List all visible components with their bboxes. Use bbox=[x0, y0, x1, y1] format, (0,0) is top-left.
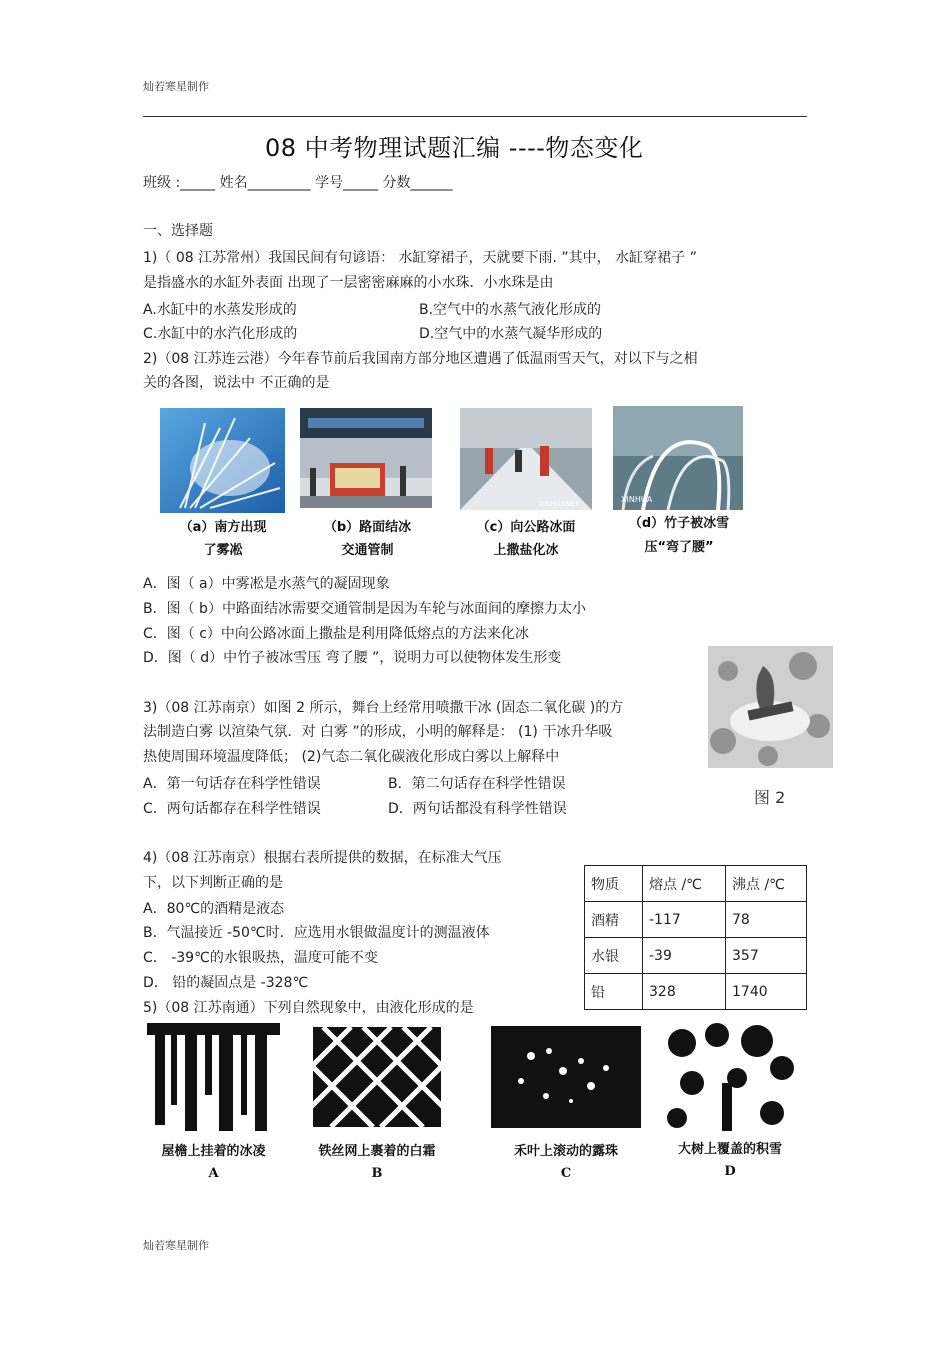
caption-c-line1: （c）向公路冰面 bbox=[476, 520, 576, 535]
table-header-row bbox=[585, 866, 807, 902]
letter-5a: A bbox=[208, 1166, 219, 1181]
table-header: 熔点 /℃ bbox=[643, 866, 726, 902]
caption-c-line2: 上撒盐化冰 bbox=[493, 543, 559, 558]
page-title: 08 中考物理试题汇编 ----物态变化 bbox=[265, 134, 644, 162]
table-cell: 328 bbox=[643, 974, 726, 1010]
q1-line1: 1)（ 08 江苏常州）我国民间有句谚语： 水缸穿裙子，天就要下雨. ”其中， 水缸穿裙子 ” bbox=[143, 250, 697, 266]
q4-option-b: B．气温接近 -50℃时．应选用水银做温度计的测温液体 bbox=[143, 925, 490, 941]
q2-option-a: A．图（ a）中雾凇是水蒸气的凝固现象 bbox=[143, 576, 390, 592]
caption-5d: 大树上覆盖的积雪 bbox=[677, 1142, 782, 1157]
q5-line1: 5)（08 江苏南通）下列自然现象中，由液化形成的是 bbox=[143, 1000, 474, 1016]
table-cell: 铅 bbox=[585, 974, 643, 1010]
table-header: 沸点 /℃ bbox=[726, 866, 807, 902]
q3-option-d: D．两句话都没有科学性错误 bbox=[388, 801, 567, 817]
photo-c-watermark: XINHUANET bbox=[538, 500, 580, 508]
q3-option-b: B．第二句话存在科学性错误 bbox=[388, 776, 566, 792]
table-cell: 1740 bbox=[726, 974, 807, 1010]
figure-2-dry-ice-stage bbox=[708, 646, 833, 768]
q2-option-b: B．图（ b）中路面结冰需要交通管制是因为车轮与冰面间的摩擦力太小 bbox=[143, 601, 586, 617]
caption-d-line2: 压“弯了腰” bbox=[644, 540, 714, 555]
letter-5c: C bbox=[560, 1166, 572, 1181]
footer-watermark: 灿若寒星制作 bbox=[143, 1239, 209, 1252]
q3-option-c: C．两句话都存在科学性错误 bbox=[143, 801, 321, 817]
q2-option-d: D．图（ d）中竹子被冰雪压 弯了腰 ”，说明力可以使物体发生形变 bbox=[143, 650, 562, 666]
q1-line2: 是指盛水的水缸外表面 出现了一层密密麻麻的小水珠．小水珠是由 bbox=[143, 275, 554, 291]
caption-a-line1: （a）南方出现 bbox=[179, 520, 267, 535]
caption-5a: 屋檐上挂着的冰凌 bbox=[161, 1144, 266, 1159]
table-cell: 78 bbox=[726, 902, 807, 938]
table-cell: 酒精 bbox=[585, 902, 643, 938]
caption-5c: 禾叶上滚动的露珠 bbox=[513, 1144, 618, 1159]
letter-5d: D bbox=[724, 1164, 736, 1179]
photo-rime bbox=[160, 408, 285, 513]
q2-option-c: C．图（ c）中向公路冰面上撒盐是利用降低熔点的方法来化冰 bbox=[143, 626, 529, 642]
q3-line2: 法制造白雾 以渲染气氛．对 白雾 ”的形成，小明的解释是： (1) 干冰升华吸 bbox=[143, 724, 613, 740]
photo-salting-road bbox=[460, 408, 592, 510]
photo-bent-bamboo bbox=[613, 406, 743, 510]
q4-line1: 4)（08 江苏南京）根据右表所提供的数据，在标准大气压 bbox=[143, 850, 502, 866]
header-watermark: 灿若寒星制作 bbox=[143, 80, 209, 93]
figure-2-label: 图 2 bbox=[754, 788, 786, 807]
q4-option-d: D． 铅的凝固点是 -328℃ bbox=[143, 975, 309, 991]
q1-option-b: B.空气中的水蒸气液化形成的 bbox=[419, 302, 602, 318]
q2-line1: 2)（08 江苏连云港）今年春节前后我国南方部分地区遭遇了低温雨雪天气，对以下与之相 bbox=[143, 351, 698, 367]
photo-toll-booth bbox=[300, 408, 432, 508]
table-cell: -117 bbox=[643, 902, 726, 938]
q4-option-a: A．80℃的酒精是液态 bbox=[143, 901, 285, 917]
q3-line1: 3)（08 江苏南京）如图 2 所示，舞台上经常用喷撒干冰 (固态二氧化碳 )的方 bbox=[143, 700, 624, 716]
table-row bbox=[585, 974, 807, 1010]
photo-dew-drops bbox=[491, 1026, 641, 1128]
table-cell: 水银 bbox=[585, 938, 643, 974]
q4-line2: 下，以下判断正确的是 bbox=[143, 875, 283, 891]
photo-snow-tree bbox=[662, 1023, 797, 1131]
table-cell: -39 bbox=[643, 938, 726, 974]
photo-wire-mesh-frost bbox=[313, 1027, 441, 1127]
table-header: 物质 bbox=[585, 866, 643, 902]
student-info-line: 班级 :_____ 姓名_________ 学号_____ 分数______ bbox=[143, 175, 453, 191]
q1-option-a: A.水缸中的水蒸发形成的 bbox=[143, 302, 297, 318]
melting-boiling-table bbox=[584, 865, 807, 1010]
caption-b-line1: （b）路面结冰 bbox=[323, 520, 412, 535]
q3-option-a: A．第一句话存在科学性错误 bbox=[143, 776, 321, 792]
photo-icicles bbox=[147, 1023, 280, 1131]
header-rule bbox=[143, 116, 807, 117]
caption-b-line2: 交通管制 bbox=[341, 543, 394, 558]
q3-line3: 热使周围环境温度降低； (2)气态二氧化碳液化形成白雾以上解释中 bbox=[143, 749, 560, 765]
caption-5b: 铁丝网上裹着的白霜 bbox=[318, 1144, 436, 1159]
q1-option-d: D.空气中的水蒸气凝华形成的 bbox=[419, 326, 603, 342]
section-heading: 一、选择题 bbox=[143, 223, 213, 239]
caption-d-line1: （d）竹子被冰雪 bbox=[628, 516, 730, 531]
q4-option-c: C． -39℃的水银吸热，温度可能不变 bbox=[143, 950, 378, 966]
caption-a-line2: 了雾凇 bbox=[203, 543, 243, 558]
q2-line2: 关的各图，说法中 不正确的是 bbox=[143, 375, 330, 391]
q1-option-c: C.水缸中的水汽化形成的 bbox=[143, 326, 298, 342]
table-row bbox=[585, 902, 807, 938]
photo-d-watermark: XINHUA bbox=[621, 495, 653, 504]
letter-5b: B bbox=[371, 1166, 383, 1181]
table-cell: 357 bbox=[726, 938, 807, 974]
table-row bbox=[585, 938, 807, 974]
